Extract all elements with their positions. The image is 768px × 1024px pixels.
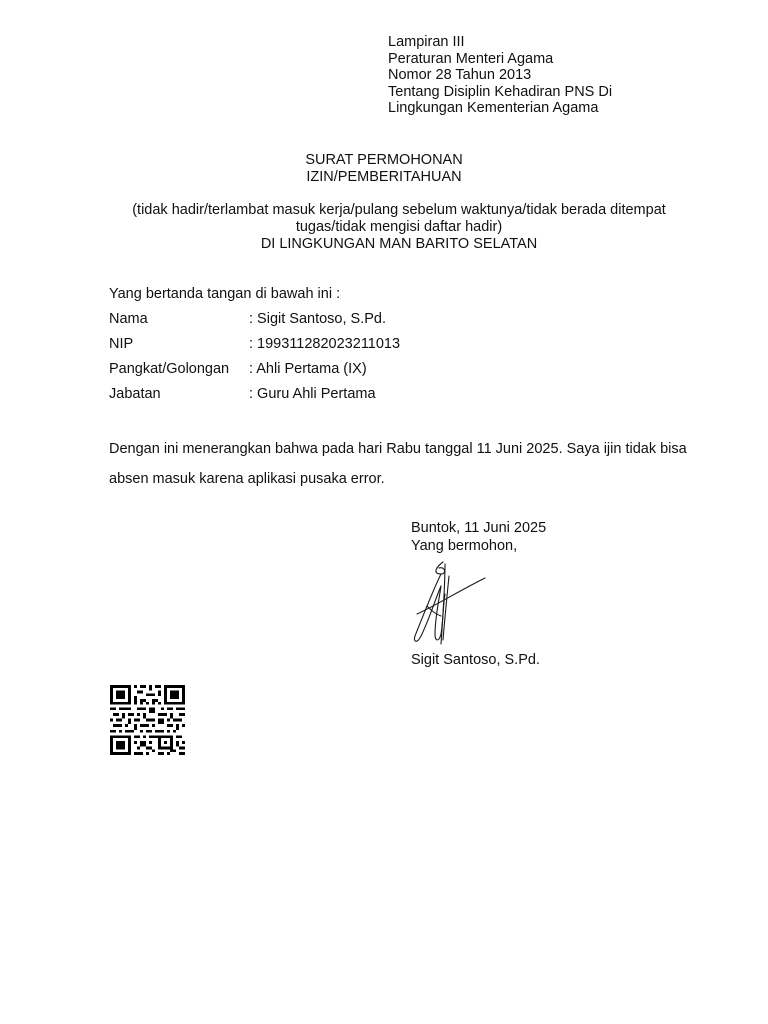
statement-paragraph: Dengan ini menerangkan bahwa pada hari Rabu tanggal 11 Juni 2025. Saya ijin tidak bisa absen masuk karena aplikasi pusaka error.: [109, 441, 687, 487]
qr-code-icon: [110, 685, 185, 755]
subtitle-line: (tidak hadir/terlambat masuk kerja/pulang sebelum waktunya/tidak berada ditempat: [132, 202, 666, 218]
attachment-line: Lingkungan Kementerian Agama: [388, 100, 599, 117]
field-value: : 199311282023211013: [249, 336, 401, 352]
intro-text: Yang bertanda tangan di bawah ini :: [109, 286, 341, 302]
signer-name: Sigit Santoso, S.Pd.: [411, 652, 540, 668]
field-label: NIP: [109, 336, 134, 352]
signature-place-date: Buntok, 11 Juni 2025: [411, 520, 547, 536]
subtitle-line: tugas/tidak mengisi daftar hadir): [295, 219, 503, 235]
signature-icon: [405, 556, 495, 652]
title-line: IZIN/PEMBERITAHUAN: [306, 168, 462, 185]
title-line: SURAT PERMOHONAN: [305, 152, 463, 168]
field-jabatan: [109, 386, 376, 402]
field-nama: [109, 311, 386, 327]
field-nip: [109, 336, 400, 352]
attachment-line: Lampiran III: [388, 34, 465, 50]
letter-subtitle: [100, 202, 698, 253]
attachment-line: Tentang Disiplin Kehadiran PNS Di: [388, 83, 613, 100]
field-label: Jabatan: [109, 386, 161, 402]
attachment-line: Peraturan Menteri Agama: [388, 50, 554, 67]
field-value: : Guru Ahli Pertama: [249, 386, 376, 402]
field-pangkat: [109, 361, 367, 377]
attachment-header: [388, 34, 612, 117]
signature-closing: Yang bermohon,: [411, 538, 518, 554]
field-value: : Ahli Pertama (IX): [249, 361, 367, 377]
field-label: Pangkat/Golongan: [109, 361, 230, 377]
attachment-line: Nomor 28 Tahun 2013: [388, 67, 532, 84]
letter-title: [0, 152, 768, 185]
subtitle-line: DI LINGKUNGAN MAN BARITO SELATAN: [260, 236, 538, 252]
field-value: : Sigit Santoso, S.Pd.: [249, 311, 387, 327]
field-label: Nama: [109, 311, 148, 327]
